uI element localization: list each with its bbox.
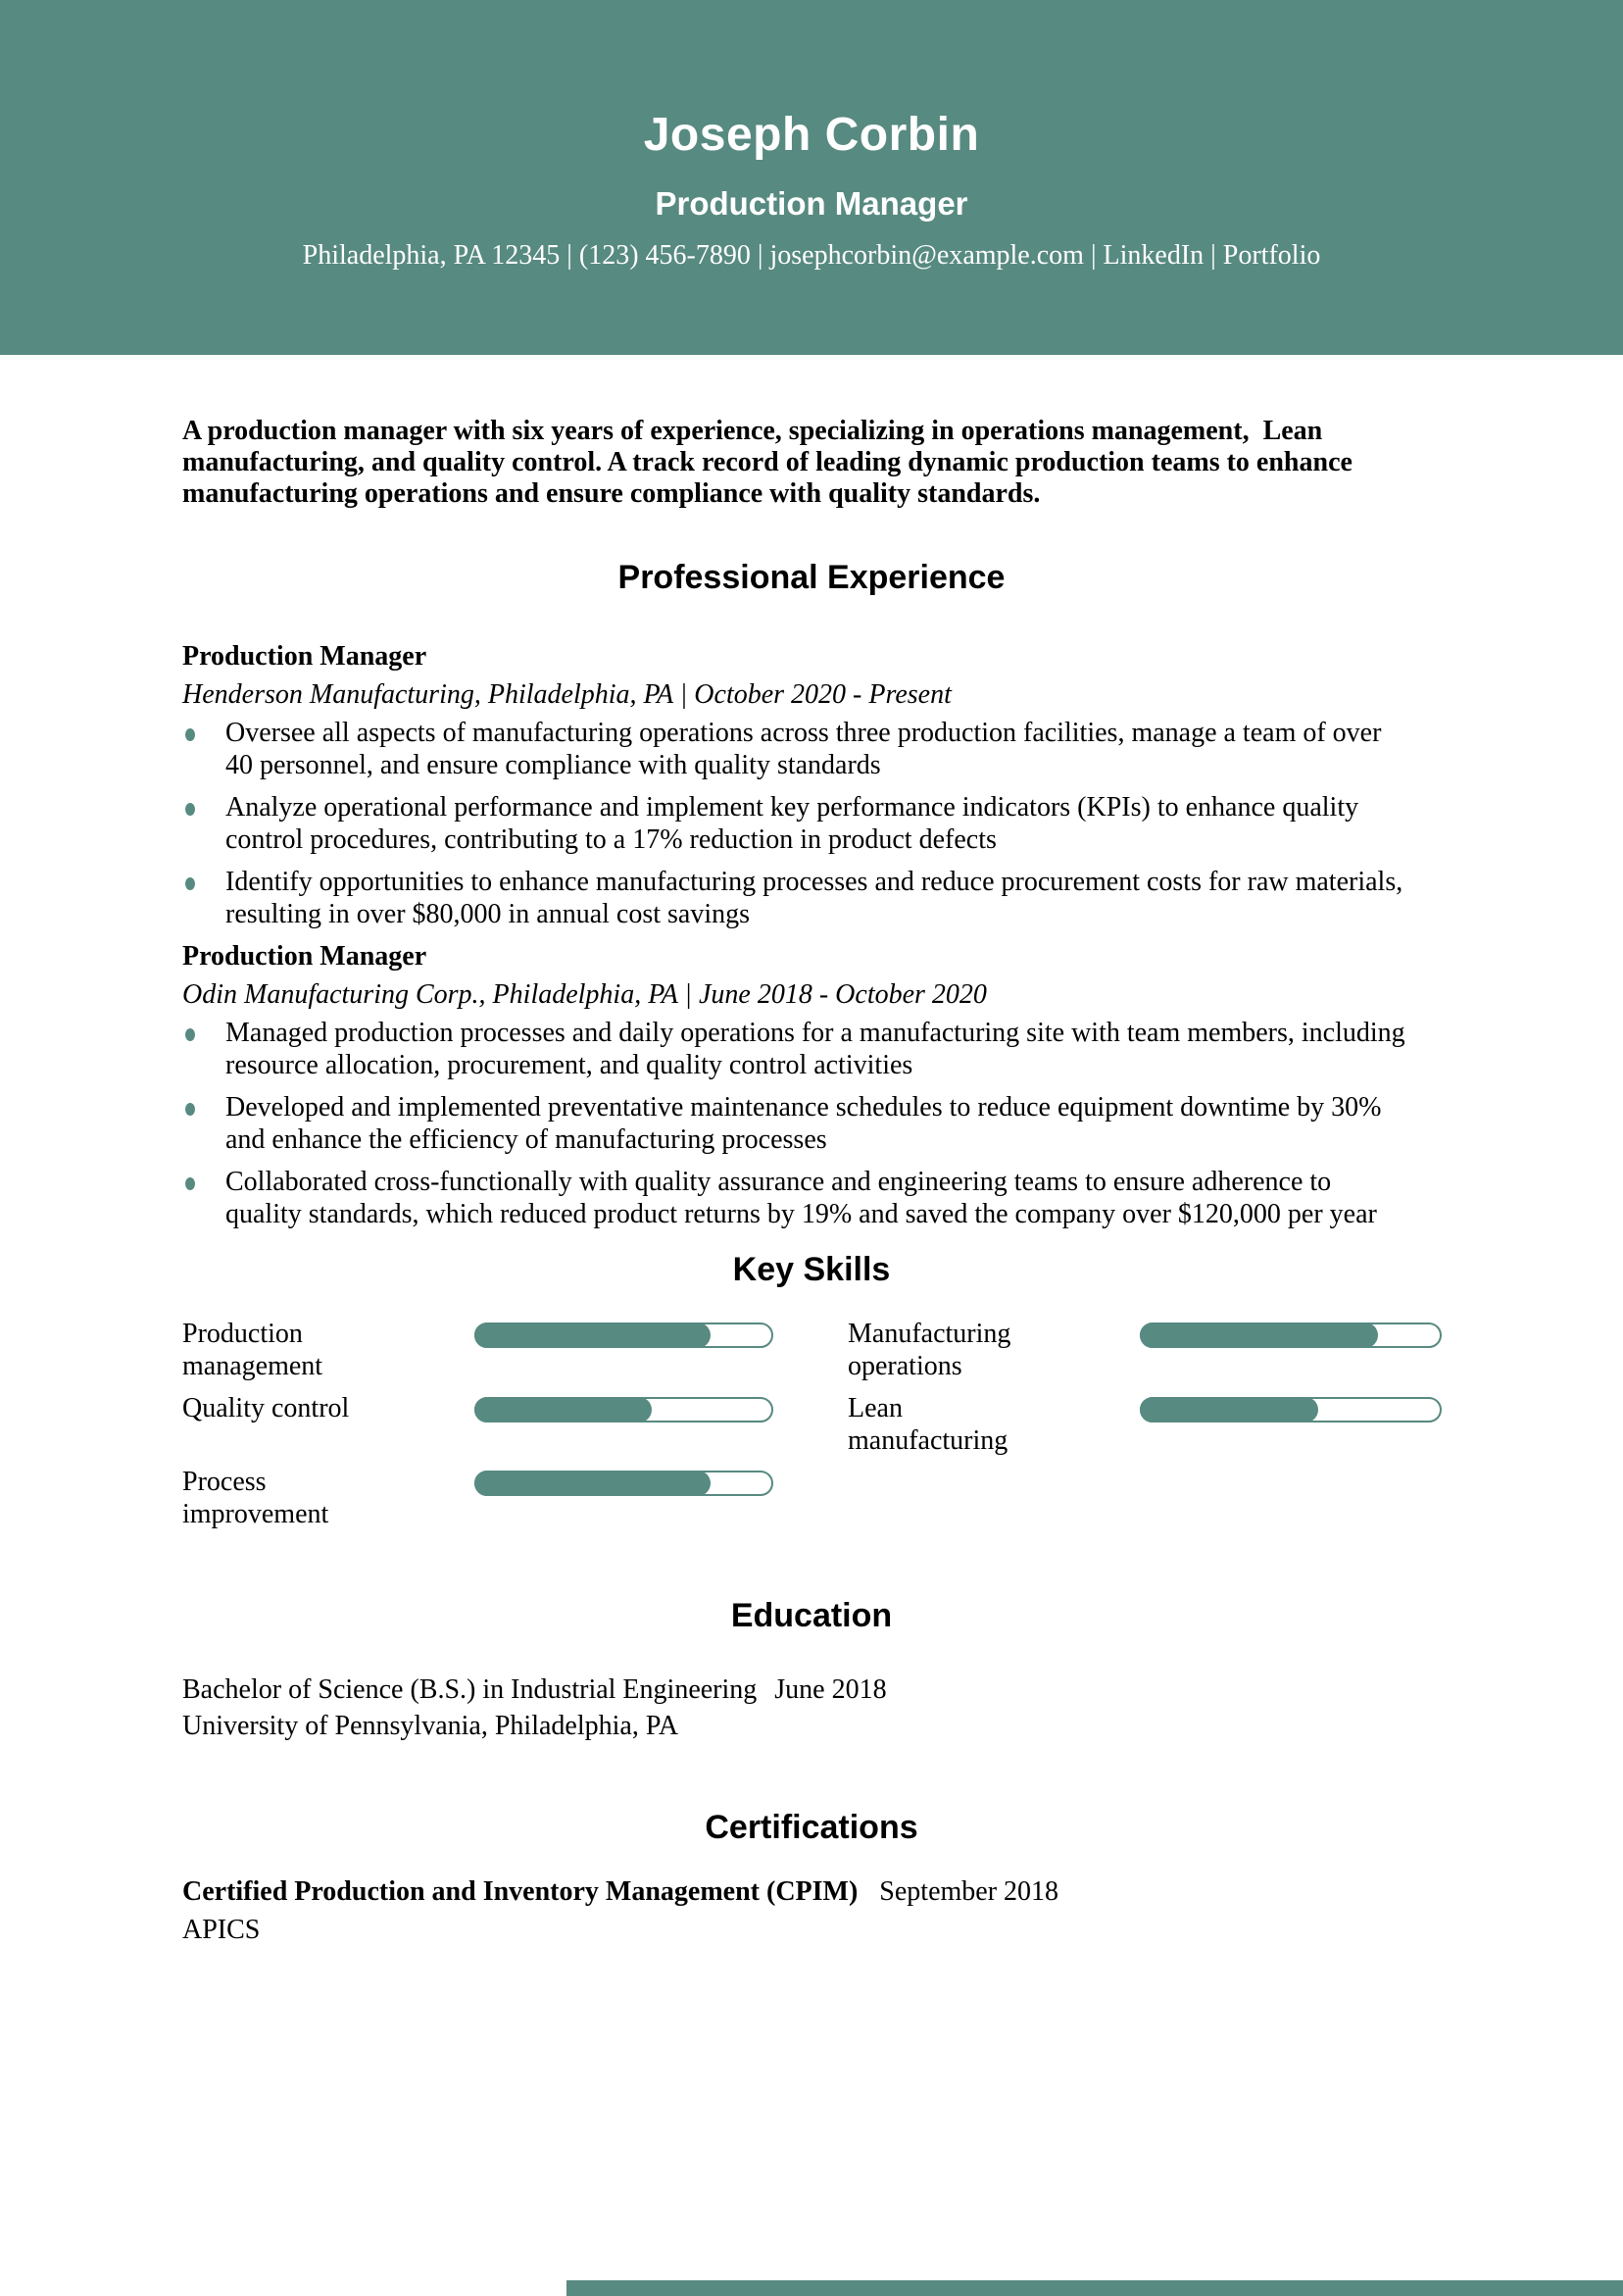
skill-progress-bar xyxy=(1140,1323,1442,1348)
skill-row xyxy=(182,1467,773,1531)
job-company-dates: Henderson Manufacturing, Philadelphia, PA | October 2020 - Present xyxy=(182,678,952,710)
header-band xyxy=(0,0,1623,355)
skill-progress-bar xyxy=(1140,1397,1442,1423)
bullet-dot-icon xyxy=(185,803,195,816)
job-company-dates: Odin Manufacturing Corp., Philadelphia, PA | June 2018 - October 2020 xyxy=(182,978,987,1010)
skill-row xyxy=(182,1319,773,1383)
skill-label: Process improvement xyxy=(182,1467,329,1530)
skill-label: Quality control xyxy=(182,1392,350,1423)
skill-progress-fill xyxy=(1140,1323,1378,1348)
skill-progress-bar xyxy=(474,1323,773,1348)
bullet-dot-icon xyxy=(185,1103,195,1116)
certification-date: September 2018 xyxy=(879,1875,1059,1907)
bullet-item xyxy=(182,717,1407,781)
bullet-text: Collaborated cross-functionally with quality assurance and engineering teams to ensure adherence to quality standards, which reduced product returns by 19% and saved the company over $120,000 per year xyxy=(225,1167,1377,1230)
certification-name-line xyxy=(182,1872,1441,1911)
skill-progress-fill xyxy=(474,1471,711,1496)
bullet-item xyxy=(182,1166,1407,1230)
bullet-dot-icon xyxy=(185,1177,195,1190)
summary-paragraph: A production manager with six years of experience, specializing in operations management, Lean manufacturing, and quality control. A track record of leading dynamic production teams to enhance manufacturing operations and ensure compliance with quality standards. xyxy=(182,416,1359,510)
bullet-text: Analyze operational performance and implement key performance indicators (KPIs) to enhance quality control procedures, contributing to a 17% reduction in product defects xyxy=(225,791,1359,855)
bullet-text: Oversee all aspects of manufacturing operations across three production facilities, manage a team of over 40 personnel, and ensure compliance with quality standards xyxy=(225,717,1382,780)
certification-org: APICS xyxy=(182,1915,261,1946)
section-heading-certifications: Certifications xyxy=(705,1808,918,1846)
skill-progress-bar xyxy=(474,1397,773,1423)
job-entry xyxy=(182,640,1441,930)
bullet-text: Identify opportunities to enhance manufacturing processes and reduce procurement costs for raw materials, resulting in over $80,000 in annual cost savings xyxy=(225,866,1403,929)
skill-label: Production management xyxy=(182,1319,323,1382)
education-date: June 2018 xyxy=(774,1673,887,1705)
person-job-title: Production Manager xyxy=(655,184,968,222)
bullet-item xyxy=(182,866,1407,930)
footer-accent-bar xyxy=(566,2280,1623,2296)
job-entry xyxy=(182,940,1441,1230)
bullet-dot-icon xyxy=(185,877,195,890)
education-degree: Bachelor of Science (B.S.) in Industrial Engineering xyxy=(182,1673,758,1705)
job-bullet-list xyxy=(182,1017,1441,1230)
skills-grid xyxy=(182,1319,1441,1531)
skill-row xyxy=(848,1393,1442,1458)
skill-row xyxy=(182,1393,773,1458)
bullet-text: Developed and implemented preventative maintenance schedules to reduce equipment downtime by 30% and enhance the efficiency of manufacturing processes xyxy=(225,1092,1382,1156)
job-title: Production Manager xyxy=(182,940,427,972)
skill-label: Lean manufacturing xyxy=(848,1392,1008,1456)
contact-line: Philadelphia, PA 12345 | (123) 456-7890 | josephcorbin@example.com | LinkedIn | Portfolio xyxy=(302,239,1321,271)
person-name: Joseph Corbin xyxy=(643,109,980,161)
section-heading-education: Education xyxy=(730,1596,893,1634)
bullet-dot-icon xyxy=(185,1028,195,1041)
certification-entry xyxy=(182,1872,1441,1949)
bullet-item xyxy=(182,791,1407,856)
certification-name: Certified Production and Inventory Management (CPIM) xyxy=(182,1875,859,1907)
bullet-item xyxy=(182,1017,1407,1081)
skill-label: Manufacturing operations xyxy=(848,1319,1011,1382)
job-bullet-list xyxy=(182,717,1441,930)
education-entry xyxy=(182,1672,1441,1745)
bullet-dot-icon xyxy=(185,728,195,741)
education-degree-line xyxy=(182,1672,1441,1709)
skill-progress-bar xyxy=(474,1471,773,1496)
job-title: Production Manager xyxy=(182,640,427,672)
section-heading-experience: Professional Experience xyxy=(617,558,1006,596)
section-heading-skills: Key Skills xyxy=(732,1251,891,1289)
skill-row xyxy=(848,1319,1442,1383)
bullet-item xyxy=(182,1091,1407,1156)
skill-progress-fill xyxy=(474,1323,711,1348)
skill-progress-fill xyxy=(474,1397,652,1423)
resume-body xyxy=(0,416,1623,1949)
skill-progress-fill xyxy=(1140,1397,1318,1423)
bullet-text: Managed production processes and daily operations for a manufacturing site with team members, including resource allocation, procurement, and quality control activities xyxy=(225,1017,1405,1081)
education-school: University of Pennsylvania, Philadelphia, PA xyxy=(182,1710,679,1741)
